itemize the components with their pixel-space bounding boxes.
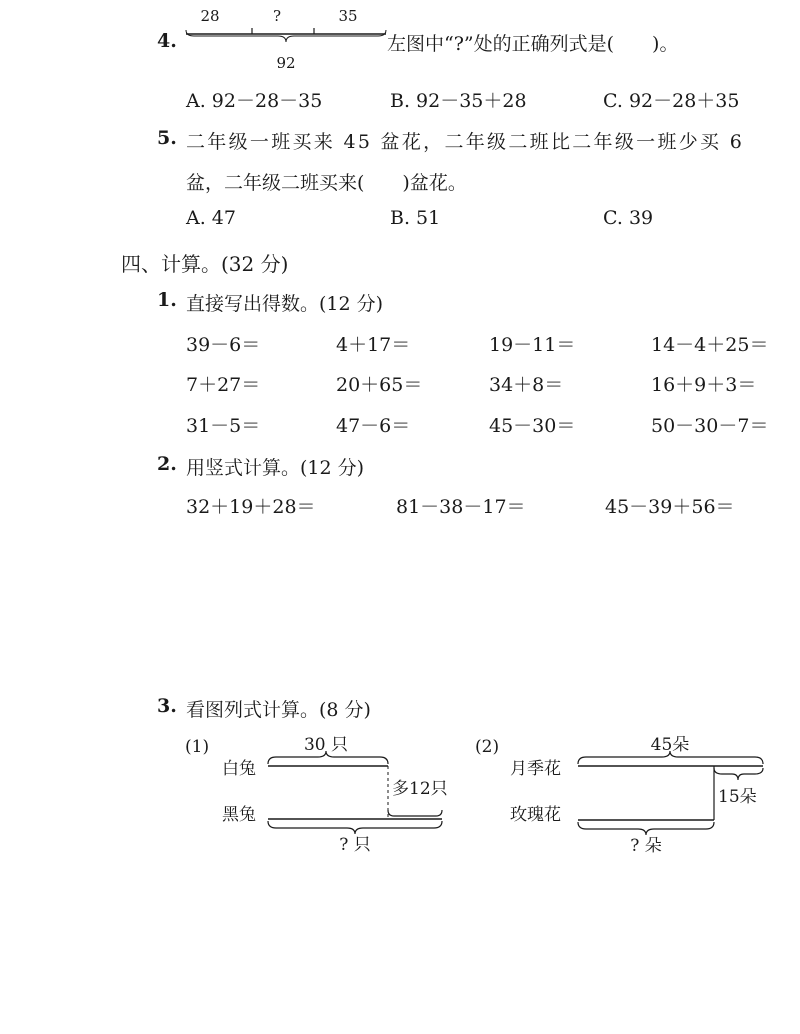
oral-calc-item: 16＋9＋3＝ bbox=[651, 374, 757, 396]
p3-number: 3. bbox=[157, 695, 177, 717]
p1-number: 1. bbox=[157, 289, 177, 311]
q5-option-a: A. 47 bbox=[186, 207, 236, 229]
figure-2-label: (2) bbox=[475, 737, 500, 757]
p3-title: 看图列式计算。(8 分) bbox=[186, 699, 371, 721]
q5-option-b: B. 51 bbox=[390, 207, 441, 229]
p1-title: 直接写出得数。(12 分) bbox=[186, 293, 384, 315]
figure-2-bottom-brace bbox=[578, 822, 714, 835]
q4-total-label: 92 bbox=[276, 54, 296, 72]
figure-2-diff-label: 15朵 bbox=[718, 787, 757, 807]
q4-brace bbox=[186, 30, 386, 42]
figure-2-top-label: 45朵 bbox=[650, 735, 690, 755]
q5-number: 5. bbox=[157, 127, 177, 149]
figure-1-diagram bbox=[180, 728, 470, 858]
oral-calc-item: 39－6＝ bbox=[186, 334, 261, 356]
q4-option-a: A. 92－28－35 bbox=[186, 90, 323, 112]
figure-2-row1-label: 月季花 bbox=[510, 759, 561, 779]
q4-segment-right-label: 35 bbox=[338, 7, 358, 25]
figure-2-bottom-label: ? 朵 bbox=[630, 836, 662, 856]
oral-calc-item: 34＋8＝ bbox=[489, 374, 564, 396]
oral-calc-item: 45－30＝ bbox=[489, 415, 576, 437]
oral-calc-item: 14－4＋25＝ bbox=[651, 334, 769, 356]
oral-calc-item: 31－5＝ bbox=[186, 415, 261, 437]
q4-segment-left-label: 28 bbox=[200, 7, 220, 25]
vertical-calc-item: 45－39＋56＝ bbox=[605, 496, 735, 518]
figure-1-diff-label: 多12只 bbox=[392, 779, 448, 799]
figure-1-row2-label: 黑兔 bbox=[222, 805, 256, 825]
oral-calc-item: 4＋17＝ bbox=[336, 334, 411, 356]
figure-2-diff-brace bbox=[714, 768, 763, 780]
q5-option-c: C. 39 bbox=[603, 207, 654, 229]
oral-calc-item: 50－30－7＝ bbox=[651, 415, 769, 437]
q4-stem: 左图中“?”处的正确列式是( )。 bbox=[387, 33, 679, 55]
oral-calc-item: 20＋65＝ bbox=[336, 374, 423, 396]
q4-segment-mid-label: ? bbox=[272, 7, 282, 25]
figure-2-top-brace bbox=[578, 751, 763, 764]
figure-2-diagram bbox=[470, 728, 770, 858]
p2-number: 2. bbox=[157, 453, 177, 475]
q5-stem-line1: 二年级一班买来 45 盆花，二年级二班比二年级一班少买 6 bbox=[186, 131, 745, 153]
figure-1-top-label: 30 只 bbox=[303, 735, 349, 755]
figure-1-bottom-label: ? 只 bbox=[339, 835, 371, 855]
q4-line-diagram bbox=[180, 4, 390, 74]
figure-2-row2-label: 玫瑰花 bbox=[510, 805, 561, 825]
q4-option-b: B. 92－35＋28 bbox=[390, 90, 527, 112]
figure-1-label: (1) bbox=[185, 737, 210, 757]
oral-calc-item: 19－11＝ bbox=[489, 334, 576, 356]
oral-calc-item: 7＋27＝ bbox=[186, 374, 261, 396]
vertical-calc-item: 32＋19＋28＝ bbox=[186, 496, 316, 518]
q5-stem-line2: 盆，二年级二班买来( )盆花。 bbox=[186, 172, 467, 194]
p2-title: 用竖式计算。(12 分) bbox=[186, 457, 365, 479]
figure-1-row1-label: 白兔 bbox=[222, 759, 256, 779]
q4-option-c: C. 92－28＋35 bbox=[603, 90, 740, 112]
section-4-title: 四、计算。(32 分) bbox=[121, 252, 289, 276]
vertical-calc-item: 81－38－17＝ bbox=[396, 496, 526, 518]
figure-1-diff-brace bbox=[388, 810, 442, 816]
oral-calc-item: 47－6＝ bbox=[336, 415, 411, 437]
q4-number: 4. bbox=[157, 30, 177, 52]
figure-1-bottom-brace bbox=[268, 821, 442, 834]
